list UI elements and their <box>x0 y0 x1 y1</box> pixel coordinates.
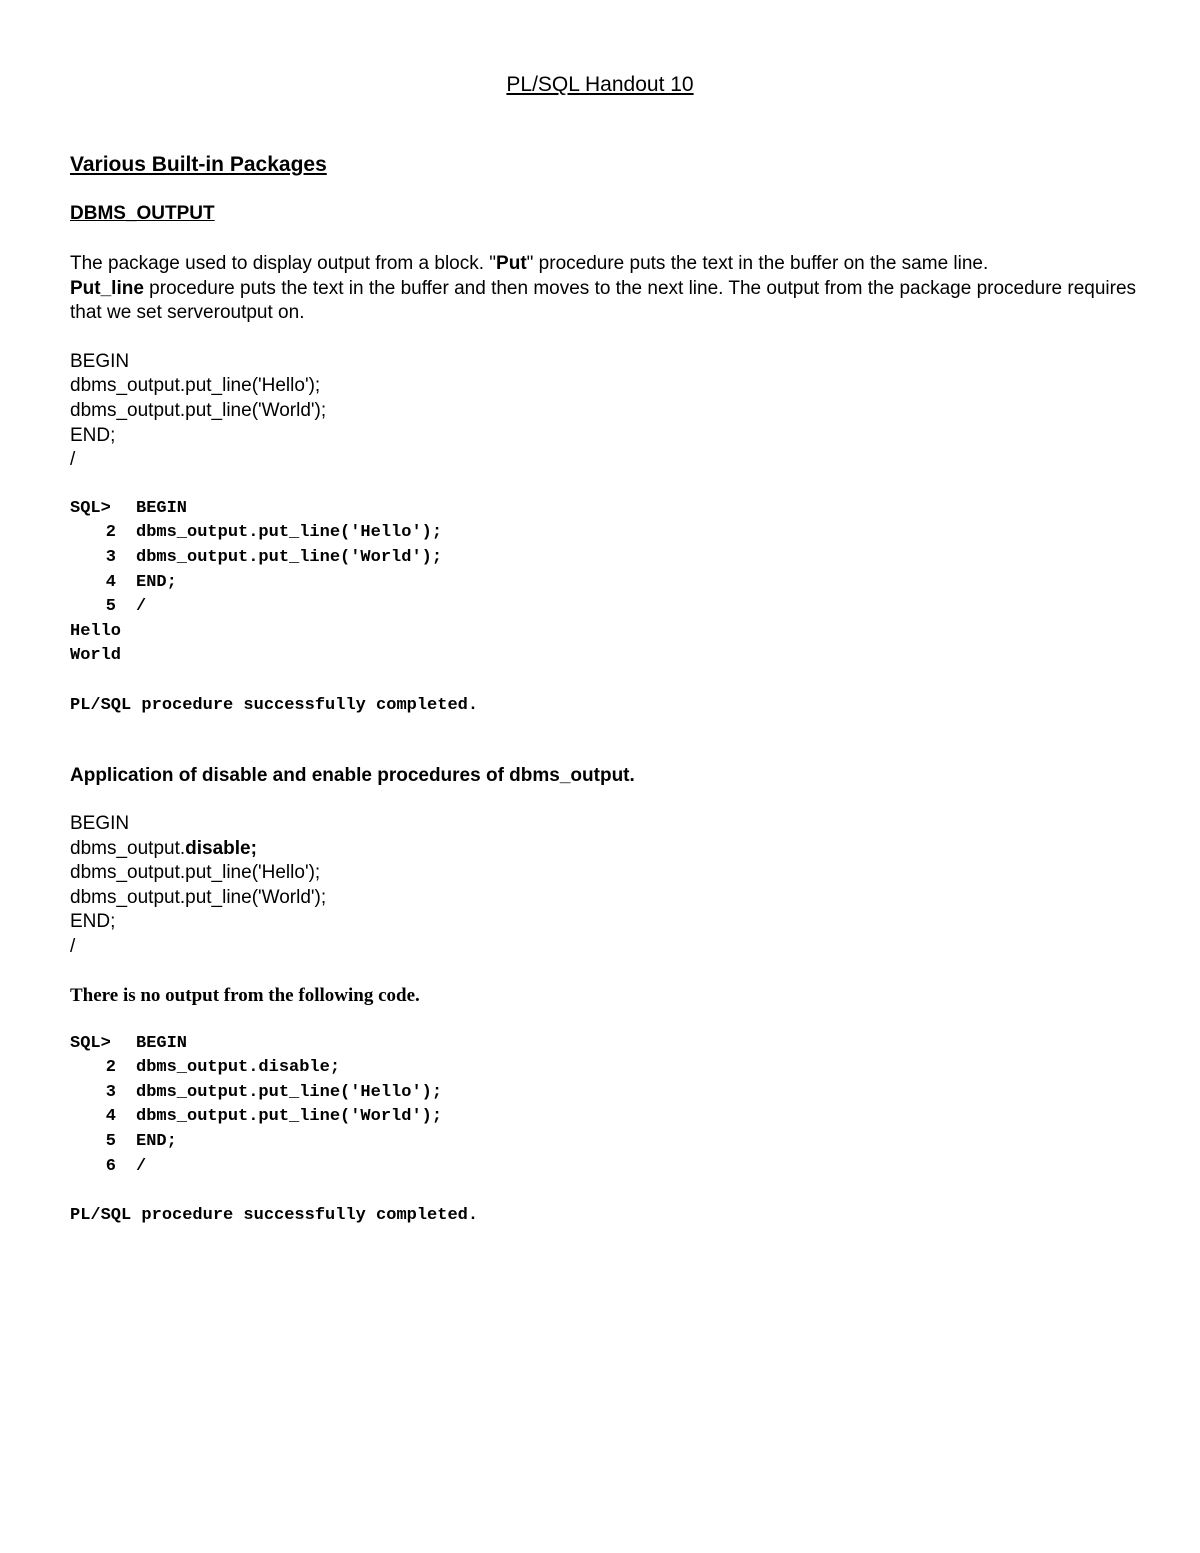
sql-line: 3 dbms_output.put_line('Hello'); <box>70 1081 1150 1106</box>
code-line: END; <box>70 424 116 446</box>
code-line: BEGIN <box>70 350 130 372</box>
line-number: 2 <box>105 523 116 543</box>
sql-line: 3 dbms_output.put_line('World'); <box>70 546 1150 571</box>
code-line: END; <box>70 911 116 933</box>
sql-completed-message: PL/SQL procedure successfully completed. <box>70 1205 479 1225</box>
application-heading: Application of disable and enable procedures of dbms_output. <box>70 765 635 787</box>
line-number: 3 <box>105 1082 116 1102</box>
code-line: dbms_output.put_line('Hello'); <box>70 375 321 397</box>
sql-completed-message: PL/SQL procedure successfully completed. <box>70 695 479 715</box>
code-line: / <box>70 936 76 958</box>
sqlplus-session-1 <box>70 497 1150 718</box>
code-block-1 <box>70 350 1150 473</box>
sql-prompt: SQL> <box>70 1033 111 1053</box>
line-number: 5 <box>105 1132 116 1152</box>
line-number: 3 <box>105 547 116 567</box>
sql-line: 2 dbms_output.disable; <box>70 1056 1150 1081</box>
code-line: dbms_output.put_line('World'); <box>70 886 327 908</box>
no-output-note: There is no output from the following code. <box>70 984 420 1006</box>
code-line: / <box>70 449 76 471</box>
sql-line: 4 END; <box>70 571 1150 596</box>
code-line: dbms_output.disable; <box>70 837 257 859</box>
sql-output: World <box>70 646 122 666</box>
sql-line: 4 dbms_output.put_line('World'); <box>70 1105 1150 1130</box>
intro-paragraph: The package used to display output from a block. "Put" procedure puts the text in the buffer on the same line. Put_line procedure puts the text in the buffer and then moves to the next line. The output from the package procedure requires that we set serveroutput on. <box>70 253 1137 324</box>
sql-output: Hello <box>70 621 122 641</box>
sql-line: SQL> BEGIN <box>70 497 1150 522</box>
document-body <box>70 152 1150 1252</box>
sql-line: 5 / <box>70 595 1150 620</box>
line-number: 2 <box>105 1058 116 1078</box>
line-number: 4 <box>105 572 116 592</box>
page-title: PL/SQL Handout 10 <box>506 73 694 96</box>
sqlplus-session-2 <box>70 1032 1150 1229</box>
code-line: BEGIN <box>70 813 130 835</box>
section-heading: Various Built-in Packages <box>70 153 327 176</box>
code-line: dbms_output.put_line('Hello'); <box>70 862 321 884</box>
line-number: 6 <box>105 1156 116 1176</box>
sql-line: 2 dbms_output.put_line('Hello'); <box>70 521 1150 546</box>
sql-line: 6 / <box>70 1155 1150 1180</box>
sql-line: 5 END; <box>70 1130 1150 1155</box>
subheading-dbms-output: DBMS_OUTPUT <box>70 203 215 224</box>
line-number: 4 <box>105 1107 116 1127</box>
sql-line: SQL> BEGIN <box>70 1032 1150 1057</box>
sql-prompt: SQL> <box>70 498 111 518</box>
code-block-2 <box>70 812 1150 960</box>
code-line: dbms_output.put_line('World'); <box>70 399 327 421</box>
line-number: 5 <box>105 597 116 617</box>
